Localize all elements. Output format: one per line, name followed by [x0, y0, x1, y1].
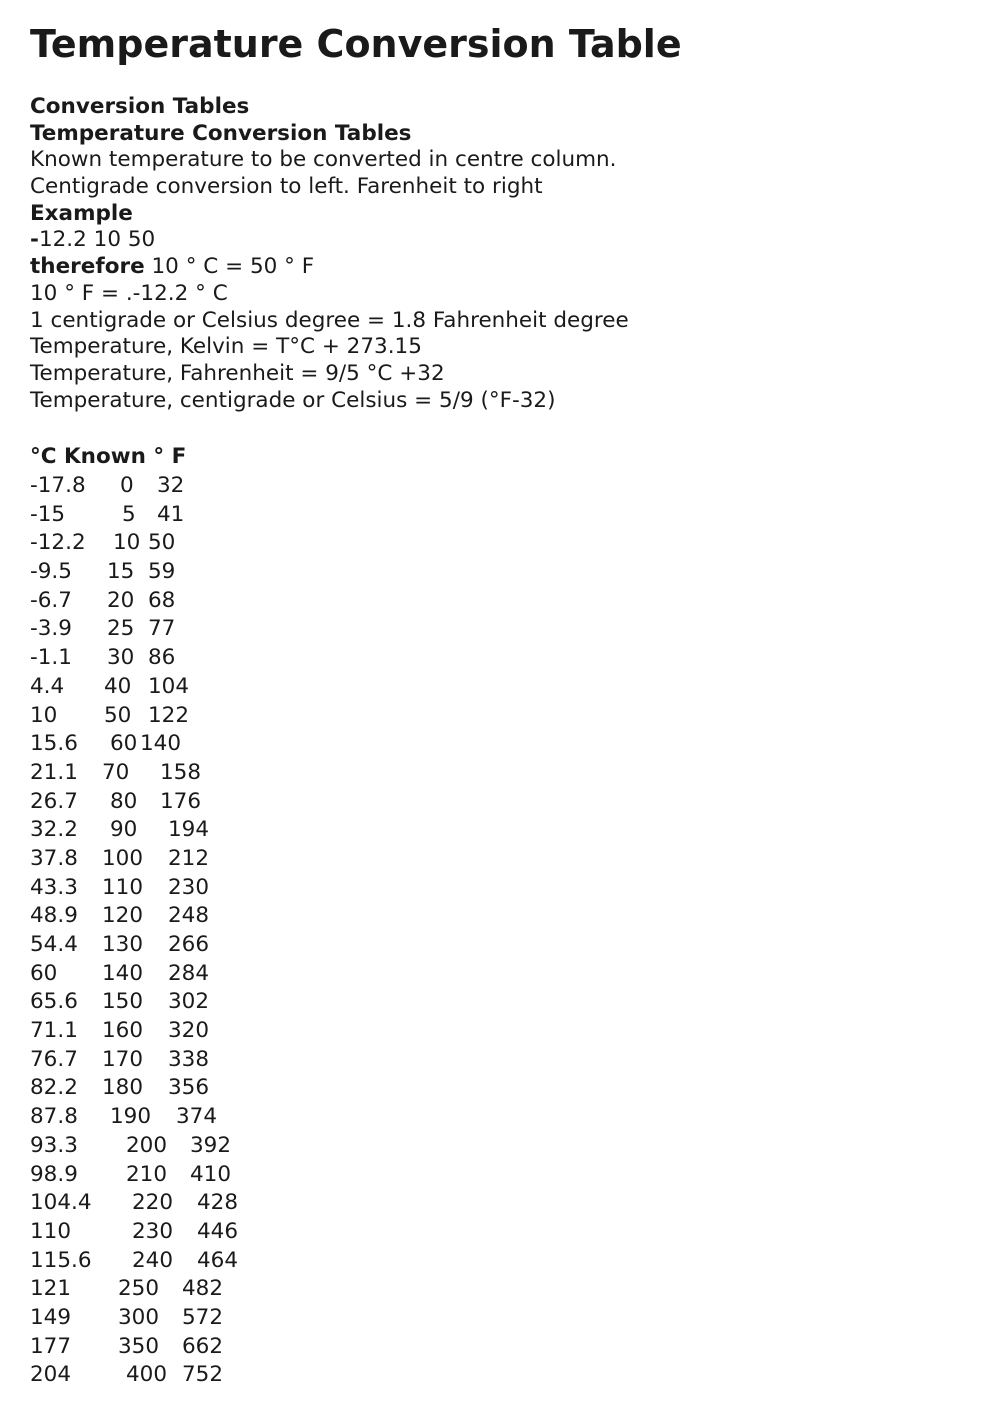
celsius-cell: 87.8 — [30, 1104, 78, 1130]
fahrenheit-cell: 464 — [197, 1247, 239, 1273]
celsius-cell: 15.6 — [30, 731, 78, 757]
celsius-cell: -17.8 — [30, 473, 86, 498]
known-cell: 30 — [107, 645, 135, 671]
fahrenheit-cell: 482 — [182, 1276, 224, 1302]
page-title: Temperature Conversion Table — [30, 22, 682, 66]
celsius-cell: 26.7 — [30, 788, 78, 814]
known-cell: 160 — [102, 1018, 144, 1044]
table-row — [30, 902, 330, 931]
fahrenheit-example-line: 10 ° F = .-12.2 ° C — [30, 280, 228, 306]
heading-temperature-conversion-tables: Temperature Conversion Tables — [30, 120, 412, 146]
fahrenheit-cell: 41 — [157, 501, 185, 527]
fahrenheit-cell: 752 — [182, 1362, 224, 1388]
example-label: Example — [30, 200, 133, 226]
fahrenheit-cell: 77 — [148, 616, 176, 642]
table-row — [30, 501, 330, 530]
known-cell: 210 — [126, 1161, 168, 1187]
fahrenheit-cell: 356 — [168, 1075, 210, 1101]
known-cell: 10 — [113, 530, 141, 556]
known-cell: 25 — [107, 616, 135, 642]
celsius-cell: 121 — [30, 1276, 72, 1302]
known-cell: 300 — [118, 1304, 160, 1330]
fahrenheit-cell: 104 — [148, 673, 190, 699]
known-cell: 190 — [110, 1104, 152, 1130]
known-cell: 100 — [102, 845, 144, 871]
known-cell: 200 — [126, 1132, 168, 1158]
table-row — [30, 587, 330, 616]
therefore-label: therefore — [30, 254, 145, 280]
fahrenheit-cell: 320 — [168, 1018, 210, 1044]
table-row — [30, 529, 330, 558]
known-temperature-text: Known temperature to be converted in centre column. — [30, 147, 617, 173]
table-row — [30, 472, 330, 501]
celsius-cell: 54.4 — [30, 932, 78, 957]
fahrenheit-cell: 410 — [190, 1161, 232, 1187]
known-cell: 180 — [102, 1075, 144, 1101]
known-cell: 40 — [104, 673, 132, 699]
fahrenheit-cell: 50 — [148, 530, 176, 556]
conversion-table — [30, 472, 330, 1390]
table-row — [30, 615, 330, 644]
fahrenheit-cell: 392 — [190, 1132, 232, 1158]
centigrade-conversion-text: Centigrade conversion to left. Farenheit to right — [30, 174, 543, 200]
table-row — [30, 759, 330, 788]
fahrenheit-cell: 284 — [168, 960, 210, 986]
fahrenheit-cell: 212 — [168, 845, 210, 871]
table-row — [30, 730, 330, 759]
celsius-cell: 115.6 — [30, 1247, 92, 1273]
therefore-text: 10 ° C = 50 ° F — [144, 254, 315, 280]
table-row — [30, 558, 330, 587]
celsius-cell: 98.9 — [30, 1161, 78, 1187]
fahrenheit-cell: 59 — [148, 559, 176, 585]
table-row — [30, 702, 330, 731]
known-cell: 220 — [132, 1190, 174, 1216]
celsius-cell: 60 — [30, 960, 58, 986]
fahrenheit-formula-line: Temperature, Fahrenheit = 9/5 °C +32 — [30, 360, 445, 386]
celsius-cell: -15 — [30, 501, 66, 527]
table-header: °C Known ° F — [30, 444, 187, 469]
table-row — [30, 1275, 330, 1304]
fahrenheit-cell: 86 — [148, 645, 176, 671]
table-row — [30, 874, 330, 903]
table-row — [30, 1189, 330, 1218]
celsius-formula-line: Temperature, centigrade or Celsius = 5/9 (°F-32) — [30, 387, 556, 413]
fahrenheit-cell: 248 — [168, 903, 210, 929]
fahrenheit-cell: 32 — [157, 473, 185, 498]
table-row — [30, 1132, 330, 1161]
known-cell: 80 — [110, 788, 138, 814]
celsius-cell: 149 — [30, 1304, 72, 1330]
celsius-cell: 21.1 — [30, 759, 78, 785]
known-cell: 120 — [102, 903, 144, 929]
known-cell: 230 — [132, 1218, 174, 1244]
celsius-cell: 104.4 — [30, 1190, 92, 1216]
fahrenheit-cell: 266 — [168, 932, 210, 957]
fahrenheit-cell: 230 — [168, 874, 210, 900]
celsius-cell: 65.6 — [30, 989, 78, 1015]
kelvin-formula-line: Temperature, Kelvin = T°C + 273.15 — [30, 334, 422, 360]
table-row — [30, 788, 330, 817]
fahrenheit-cell: 302 — [168, 989, 210, 1015]
fahrenheit-cell: 572 — [182, 1304, 224, 1330]
table-row — [30, 1103, 330, 1132]
known-cell: 170 — [102, 1046, 144, 1072]
celsius-cell: 82.2 — [30, 1075, 78, 1101]
example-minus: - — [30, 227, 39, 253]
known-cell: 0 — [120, 473, 134, 498]
table-row — [30, 1304, 330, 1333]
table-row — [30, 1046, 330, 1075]
celsius-cell: -3.9 — [30, 616, 72, 642]
known-cell: 70 — [102, 759, 130, 785]
table-row — [30, 1218, 330, 1247]
fahrenheit-cell: 662 — [182, 1333, 224, 1359]
celsius-cell: 71.1 — [30, 1018, 78, 1044]
celsius-cell: 93.3 — [30, 1132, 78, 1158]
celsius-cell: 177 — [30, 1333, 72, 1359]
celsius-cell: 4.4 — [30, 673, 65, 699]
celsius-cell: -9.5 — [30, 559, 72, 585]
known-cell: 250 — [118, 1276, 160, 1302]
known-cell: 130 — [102, 932, 144, 957]
therefore-line — [30, 254, 629, 281]
celsius-cell: 37.8 — [30, 845, 78, 871]
known-cell: 15 — [107, 559, 135, 585]
fahrenheit-cell: 338 — [168, 1046, 210, 1072]
celsius-cell: 204 — [30, 1362, 72, 1388]
fahrenheit-cell: 194 — [168, 817, 210, 843]
table-row — [30, 1074, 330, 1103]
table-row — [30, 1361, 330, 1390]
table-row — [30, 960, 330, 989]
table-row — [30, 988, 330, 1017]
table-row — [30, 1333, 330, 1362]
table-row — [30, 1247, 330, 1276]
celsius-cell: 76.7 — [30, 1046, 78, 1072]
degree-ratio-line: 1 centigrade or Celsius degree = 1.8 Fahrenheit degree — [30, 307, 629, 333]
example-values: 12.2 10 50 — [38, 227, 156, 253]
fahrenheit-cell: 428 — [197, 1190, 239, 1216]
table-row — [30, 1017, 330, 1046]
fahrenheit-cell: 446 — [197, 1218, 239, 1244]
celsius-cell: -1.1 — [30, 645, 72, 671]
table-row — [30, 673, 330, 702]
fahrenheit-cell: 158 — [160, 759, 202, 785]
celsius-cell: 10 — [30, 702, 58, 728]
known-cell: 5 — [122, 501, 136, 527]
fahrenheit-cell: 122 — [148, 702, 190, 728]
fahrenheit-cell: 68 — [148, 587, 176, 613]
known-cell: 150 — [102, 989, 144, 1015]
known-cell: 400 — [126, 1362, 168, 1388]
known-cell: 240 — [132, 1247, 174, 1273]
table-row — [30, 845, 330, 874]
fahrenheit-cell: 176 — [160, 788, 202, 814]
known-cell: 90 — [110, 817, 138, 843]
example-values-line — [30, 227, 629, 254]
known-cell: 140 — [102, 960, 144, 986]
heading-conversion-tables: Conversion Tables — [30, 94, 250, 119]
known-cell: 60 — [110, 731, 138, 757]
table-row — [30, 931, 330, 960]
known-cell: 20 — [107, 587, 135, 613]
table-row — [30, 1161, 330, 1190]
known-cell: 50 — [104, 702, 132, 728]
fahrenheit-cell: 374 — [176, 1104, 218, 1130]
celsius-cell: -6.7 — [30, 587, 72, 613]
celsius-cell: -12.2 — [30, 530, 86, 556]
table-row — [30, 816, 330, 845]
celsius-cell: 32.2 — [30, 817, 78, 843]
fahrenheit-cell: 140 — [140, 731, 182, 757]
table-row — [30, 644, 330, 673]
known-cell: 350 — [118, 1333, 160, 1359]
celsius-cell: 110 — [30, 1218, 72, 1244]
celsius-cell: 48.9 — [30, 903, 78, 929]
celsius-cell: 43.3 — [30, 874, 78, 900]
known-cell: 110 — [102, 874, 144, 900]
intro-section — [30, 94, 629, 414]
